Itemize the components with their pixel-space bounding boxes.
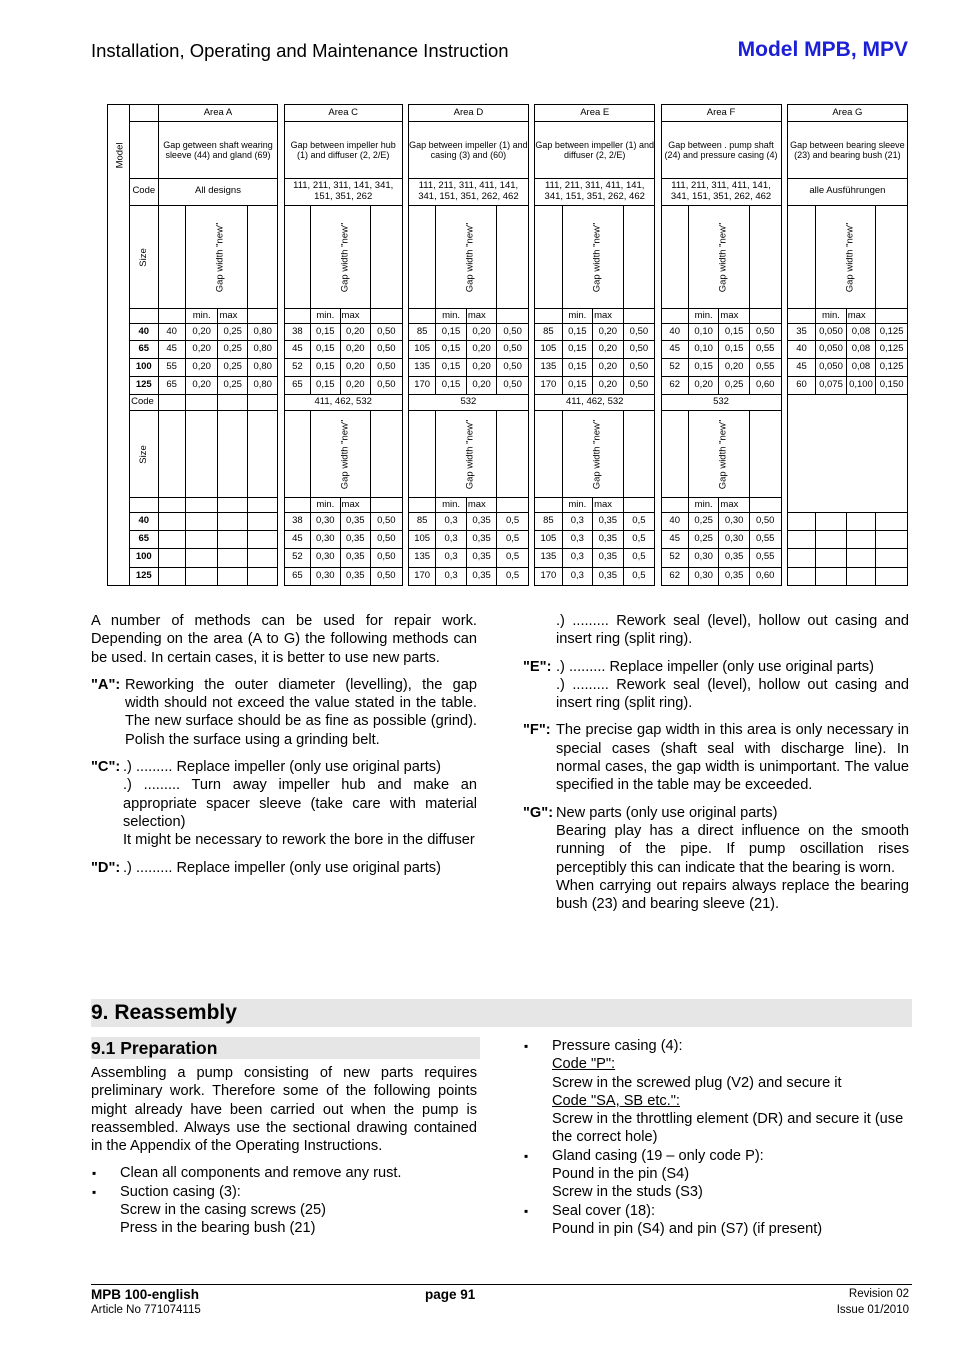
value-cell: 0,3: [562, 567, 593, 585]
value-cell: 0,35: [719, 567, 750, 585]
value-cell: 0,50: [371, 376, 403, 394]
value-cell: 0,80: [247, 323, 278, 341]
value-cell: 0,55: [749, 549, 781, 567]
value-cell: 0,25: [218, 341, 247, 359]
gap-width-new-header: Gap width "new": [339, 419, 351, 490]
gap-width-new-header: Gap width "new": [339, 222, 351, 292]
preparation-text: Assembling a pump consisting of new parts requires preliminary work. Therefore some of the following points might already have been carried out when the pump is reassembled. Always use the sectional drawing contained in the Appendix of the Operating Instructions.: [91, 1065, 477, 1155]
min-header: min.: [185, 309, 218, 323]
method-d-step-2: .) ......... Rework seal (level), hollow out casing and insert ring (split ring).: [556, 613, 909, 648]
list-item: ▪ Seal cover (18): Pound in pin (S4) and pin (S7) (if present): [523, 1202, 909, 1239]
value-cell: 0,20: [340, 376, 371, 394]
gap-width-new-header: Gap width "new": [844, 222, 856, 292]
value-cell: 0,3: [562, 549, 593, 567]
value-cell: 0,50: [497, 359, 529, 377]
value-cell: 0,15: [688, 359, 719, 377]
value-cell: 0,30: [311, 512, 340, 530]
value-cell: 0,50: [749, 323, 781, 341]
area-f-code: 111, 211, 311, 411, 141, 341, 151, 351, 262, 462: [661, 179, 781, 205]
size-cell: 100: [130, 549, 158, 567]
value-cell: 0,50: [371, 341, 403, 359]
value-cell: 0,5: [497, 549, 529, 567]
value-cell: 55: [158, 359, 185, 377]
value-cell: 0,25: [719, 376, 750, 394]
table-row: [108, 359, 908, 377]
value-cell: 0,50: [497, 323, 529, 341]
min-header: min.: [688, 498, 719, 512]
value-cell: 135: [408, 549, 435, 567]
value-cell: 0,050: [816, 359, 847, 377]
value-cell: 0,20: [466, 323, 497, 341]
area-c-code: 111, 211, 311, 141, 341, 151, 351, 262: [284, 179, 402, 205]
method-e-step-2: .) ......... Rework seal (level), hollow out casing and insert ring (split ring).: [556, 676, 909, 712]
value-cell: 0,20: [719, 359, 750, 377]
value-cell: 0,050: [816, 323, 847, 341]
header-title: Installation, Operating and Maintenance Instruction: [91, 40, 509, 61]
value-cell: 85: [535, 323, 562, 341]
method-c-label: "C":: [91, 759, 121, 776]
value-cell: 0,35: [466, 530, 497, 548]
value-cell: 0,20: [466, 376, 497, 394]
value-cell: 45: [158, 341, 185, 359]
gap-width-table: [107, 104, 908, 586]
method-f: [523, 721, 909, 794]
area-a-description: Gap getween shaft wearing sleeve (44) and gland (69): [158, 122, 278, 179]
value-cell: 0,25: [218, 359, 247, 377]
value-cell: 85: [408, 512, 435, 530]
value-cell: 0,55: [749, 530, 781, 548]
size-cell: 125: [130, 567, 158, 585]
value-cell: 0,50: [497, 341, 529, 359]
value-cell: 170: [408, 567, 435, 585]
value-cell: 0,08: [846, 359, 875, 377]
value-cell: 0,3: [436, 530, 467, 548]
area-f-description: Gap between . pump shaft (24) and pressure casing (4): [661, 122, 781, 179]
value-cell: 0,55: [749, 359, 781, 377]
value-cell: 0,50: [749, 512, 781, 530]
value-cell: 0,20: [593, 376, 624, 394]
max-header: max: [846, 309, 875, 323]
value-cell: 45: [787, 359, 815, 377]
value-cell: 0,050: [816, 341, 847, 359]
value-cell: 0,20: [688, 376, 719, 394]
value-cell: 40: [158, 323, 185, 341]
value-cell: 0,15: [562, 359, 593, 377]
value-cell: 0,25: [688, 530, 719, 548]
section-heading-reassembly: 9. Reassembly: [91, 999, 912, 1027]
area-d-description: Gap between impeller (1) and casing (3) and (60): [408, 122, 528, 179]
max-header: max: [593, 309, 624, 323]
value-cell: 0,20: [340, 341, 371, 359]
value-cell: 0,50: [623, 341, 655, 359]
value-cell: 0,3: [436, 567, 467, 585]
value-cell: 0,3: [562, 512, 593, 530]
value-cell: 65: [284, 376, 310, 394]
value-cell: 62: [661, 376, 688, 394]
value-cell: 0,50: [371, 512, 403, 530]
area-f-code-2: 532: [661, 394, 781, 410]
value-cell: 0,10: [688, 323, 719, 341]
value-cell: 0,20: [340, 323, 371, 341]
list-item: ▪ Pressure casing (4): Code "P": Screw in the screwed plug (V2) and secure it Code "SA, SB etc.": Screw in the throttling element (DR) and secure it (use the correct hole): [523, 1037, 909, 1147]
area-f-header: Area F: [661, 105, 781, 122]
value-cell: 0,35: [466, 549, 497, 567]
method-a-label: "A":: [91, 676, 121, 693]
size-cell: 40: [130, 512, 158, 530]
area-d-code-2: 532: [408, 394, 528, 410]
size-cell: 40: [130, 323, 158, 341]
value-cell: 40: [661, 323, 688, 341]
value-cell: 0,30: [688, 549, 719, 567]
method-d-step-1: .) ......... Replace impeller (only use original parts): [123, 859, 441, 876]
min-header: min.: [562, 498, 593, 512]
value-cell: 40: [787, 341, 815, 359]
value-cell: 0,15: [311, 323, 340, 341]
value-cell: 0,50: [371, 530, 403, 548]
value-cell: 40: [661, 512, 688, 530]
value-cell: 0,55: [749, 341, 781, 359]
value-cell: 0,80: [247, 341, 278, 359]
size-cell: 65: [130, 341, 158, 359]
min-header: min.: [816, 309, 847, 323]
value-cell: 85: [535, 512, 562, 530]
value-cell: 0,5: [497, 530, 529, 548]
value-cell: 35: [787, 323, 815, 341]
value-cell: 52: [661, 549, 688, 567]
min-header: min.: [436, 309, 467, 323]
value-cell: 60: [787, 376, 815, 394]
subsection-heading-preparation: 9.1 Preparation: [91, 1037, 480, 1059]
list-item: ▪ Suction casing (3): Screw in the casing screws (25) Press in the bearing bush (21): [91, 1183, 477, 1238]
min-header: min.: [436, 498, 467, 512]
value-cell: 0,15: [562, 323, 593, 341]
gap-width-new-header: Gap width "new": [464, 419, 476, 490]
footer-revision: Revision 02: [848, 1288, 909, 1300]
value-cell: 105: [535, 341, 562, 359]
method-d-cont: [523, 612, 909, 649]
area-d-code: 111, 211, 311, 411, 141, 341, 151, 351, 262, 462: [408, 179, 528, 205]
area-d-header: Area D: [408, 105, 528, 122]
value-cell: 0,08: [846, 341, 875, 359]
footer-divider: [91, 1284, 912, 1285]
area-g-description: Gap between bearing sleeve (23) and bearing bush (21): [787, 122, 907, 179]
size-cell: 100: [130, 359, 158, 377]
method-e-step-1: .) ......... Replace impeller (only use original parts): [556, 658, 874, 675]
value-cell: 0,15: [436, 323, 467, 341]
table-row: [108, 530, 908, 548]
value-cell: 0,125: [876, 323, 908, 341]
model-title: Model MPB, MPV: [737, 38, 908, 61]
value-cell: 0,50: [623, 359, 655, 377]
left-column: [91, 612, 477, 886]
value-cell: 0,15: [311, 376, 340, 394]
method-a: [91, 676, 477, 749]
footer-article-number: Article No 771074115: [91, 1304, 201, 1316]
method-c-step-2: .) ......... Turn away impeller hub and make an appropriate spacer sleeve (take care with material selection): [123, 777, 477, 830]
value-cell: 38: [284, 512, 310, 530]
value-cell: 0,20: [185, 359, 218, 377]
value-cell: 0,35: [593, 512, 624, 530]
value-cell: 0,5: [623, 549, 655, 567]
value-cell: 52: [284, 359, 310, 377]
value-cell: 0,15: [436, 376, 467, 394]
method-f-label: "F":: [523, 722, 551, 739]
value-cell: 0,50: [371, 567, 403, 585]
value-cell: 170: [408, 376, 435, 394]
min-header: min.: [311, 498, 340, 512]
value-cell: 0,15: [719, 341, 750, 359]
gap-width-new-header: Gap width "new": [717, 222, 729, 292]
value-cell: 0,3: [562, 530, 593, 548]
value-cell: 65: [284, 567, 310, 585]
value-cell: 0,5: [623, 567, 655, 585]
area-c-description: Gap between impeller hub (1) and diffuser (2, 2/E): [284, 122, 402, 179]
value-cell: 0,5: [623, 512, 655, 530]
value-cell: 0,35: [593, 549, 624, 567]
size-label: Size: [137, 247, 149, 267]
method-g-label: "G":: [523, 804, 554, 821]
value-cell: 0,60: [749, 567, 781, 585]
value-cell: 0,35: [340, 512, 371, 530]
min-header: min.: [562, 309, 593, 323]
value-cell: 0,20: [340, 359, 371, 377]
value-cell: 0,125: [876, 359, 908, 377]
method-c-note: It might be necessary to rework the bore in the diffuser: [123, 832, 475, 849]
value-cell: 170: [535, 567, 562, 585]
area-c-header: Area C: [284, 105, 402, 122]
value-cell: 0,20: [466, 341, 497, 359]
value-cell: 0,50: [623, 323, 655, 341]
max-header: max: [719, 498, 750, 512]
value-cell: 105: [408, 341, 435, 359]
preparation-right: [523, 1037, 909, 1238]
value-cell: 135: [535, 359, 562, 377]
method-d: [91, 859, 477, 877]
value-cell: 38: [284, 323, 310, 341]
value-cell: 0,5: [497, 512, 529, 530]
value-cell: 0,50: [371, 549, 403, 567]
area-e-code: 111, 211, 311, 411, 141, 341, 151, 351, 262, 462: [535, 179, 655, 205]
list-item: ▪ Clean all components and remove any rust.: [91, 1164, 477, 1182]
value-cell: 65: [158, 376, 185, 394]
method-c: [91, 758, 477, 849]
max-header: max: [340, 309, 371, 323]
method-g-text: Bearing play has a direct influence on the smooth running of the pipe. If pump oscillation rises perceptibly this can indicate that the bearing is worn.: [556, 822, 909, 876]
value-cell: 0,30: [719, 530, 750, 548]
value-cell: 45: [284, 530, 310, 548]
value-cell: 0,25: [218, 376, 247, 394]
value-cell: 0,35: [466, 512, 497, 530]
intro-paragraph: A number of methods can be used for repair work. Depending on the area (A to G) the following methods can be used. In certain cases, it is better to use new parts.: [91, 613, 477, 666]
value-cell: 52: [284, 549, 310, 567]
value-cell: 0,35: [340, 530, 371, 548]
max-header: max: [466, 498, 497, 512]
value-cell: 135: [535, 549, 562, 567]
value-cell: 0,08: [846, 323, 875, 341]
value-cell: 0,35: [719, 549, 750, 567]
value-cell: 0,35: [340, 549, 371, 567]
value-cell: 0,20: [593, 341, 624, 359]
value-cell: 85: [408, 323, 435, 341]
value-cell: 0,60: [749, 376, 781, 394]
table-row: [108, 341, 908, 359]
model-label: Model: [114, 142, 126, 169]
gap-width-new-header: Gap width "new": [464, 222, 476, 292]
value-cell: 0,3: [436, 512, 467, 530]
value-cell: 0,15: [719, 323, 750, 341]
value-cell: 0,50: [497, 376, 529, 394]
area-e-header: Area E: [535, 105, 655, 122]
value-cell: 0,10: [688, 341, 719, 359]
size-cell: 125: [130, 376, 158, 394]
value-cell: 0,80: [247, 376, 278, 394]
value-cell: 0,30: [311, 530, 340, 548]
value-cell: 0,30: [688, 567, 719, 585]
value-cell: 0,15: [562, 376, 593, 394]
value-cell: 0,25: [218, 323, 247, 341]
value-cell: 0,35: [340, 567, 371, 585]
gap-width-new-header: Gap width "new": [214, 222, 226, 292]
value-cell: 0,20: [593, 359, 624, 377]
max-header: max: [218, 309, 247, 323]
value-cell: 52: [661, 359, 688, 377]
value-cell: 0,15: [436, 359, 467, 377]
footer-document: MPB 100-english: [91, 1287, 200, 1302]
value-cell: 0,20: [466, 359, 497, 377]
value-cell: 105: [535, 530, 562, 548]
value-cell: 0,20: [185, 376, 218, 394]
value-cell: 0,80: [247, 359, 278, 377]
value-cell: 0,20: [185, 341, 218, 359]
table-row: [108, 549, 908, 567]
value-cell: 0,35: [466, 567, 497, 585]
value-cell: 0,15: [311, 341, 340, 359]
area-a-code: All designs: [158, 179, 278, 205]
max-header: max: [466, 309, 497, 323]
value-cell: 0,35: [593, 530, 624, 548]
value-cell: 0,5: [497, 567, 529, 585]
value-cell: 0,30: [311, 567, 340, 585]
max-header: max: [593, 498, 624, 512]
area-e-description: Gap between impeller (1) and diffuser (2, 2/E): [535, 122, 655, 179]
area-g-header: Area G: [787, 105, 907, 122]
value-cell: 105: [408, 530, 435, 548]
value-cell: 135: [408, 359, 435, 377]
size-cell: 65: [130, 530, 158, 548]
value-cell: 45: [661, 341, 688, 359]
table-row: [108, 323, 908, 341]
table-row: [108, 512, 908, 530]
table-row: [108, 376, 908, 394]
value-cell: 0,25: [688, 512, 719, 530]
value-cell: 0,3: [436, 549, 467, 567]
value-cell: 0,075: [816, 376, 847, 394]
code-label: Code: [130, 179, 158, 205]
footer-page-number: page 91: [425, 1287, 476, 1302]
value-cell: 170: [535, 376, 562, 394]
value-cell: 0,125: [876, 341, 908, 359]
value-cell: 0,50: [371, 323, 403, 341]
table-row: [108, 567, 908, 585]
method-e-label: "E":: [523, 658, 552, 675]
value-cell: 0,50: [623, 376, 655, 394]
method-g-note: When carrying out repairs always replace the bearing bush (23) and bearing sleeve (21).: [556, 877, 909, 913]
area-c-code-2: 411, 462, 532: [284, 394, 402, 410]
max-header: max: [340, 498, 371, 512]
value-cell: 0,20: [185, 323, 218, 341]
gap-width-new-header: Gap width "new": [590, 419, 602, 490]
method-c-step-1: .) ......... Replace impeller (only use original parts): [123, 759, 441, 776]
value-cell: 0,100: [846, 376, 875, 394]
footer-issue: Issue 01/2010: [836, 1304, 909, 1316]
method-g-step-1: New parts (only use original parts): [556, 804, 778, 821]
gap-width-new-header: Gap width "new": [717, 419, 729, 490]
value-cell: 45: [284, 341, 310, 359]
value-cell: 0,50: [371, 359, 403, 377]
value-cell: 0,15: [311, 359, 340, 377]
value-cell: 0,15: [562, 341, 593, 359]
gap-width-new-header: Gap width "new": [590, 222, 602, 292]
method-d-label: "D":: [91, 859, 121, 876]
value-cell: 0,30: [719, 512, 750, 530]
preparation-left: [91, 1064, 477, 1238]
value-cell: 62: [661, 567, 688, 585]
right-column: [523, 612, 909, 922]
area-e-code-2: 411, 462, 532: [535, 394, 655, 410]
code-label: Code: [130, 394, 158, 410]
size-label: Size: [137, 444, 149, 464]
min-header: min.: [311, 309, 340, 323]
method-f-text: The precise gap width in this area is only necessary in special cases (shaft seal with discharge line). In normal cases, the gap width is unimportant. The value specified in the table may be exceeded.: [556, 722, 909, 794]
area-a-header: Area A: [158, 105, 278, 122]
method-a-text: Reworking the outer diameter (levelling), the gap width should not exceed the value stated in the table. The new surface should be as fine as possible (grind). Polish the surface using a grinding belt.: [125, 676, 477, 748]
value-cell: 0,150: [876, 376, 908, 394]
max-header: max: [719, 309, 750, 323]
value-cell: 0,15: [436, 341, 467, 359]
method-e: [523, 658, 909, 713]
value-cell: 0,30: [311, 549, 340, 567]
value-cell: 0,35: [593, 567, 624, 585]
area-g-code: alle Ausführungen: [787, 179, 907, 205]
min-header: min.: [688, 309, 719, 323]
value-cell: 0,20: [593, 323, 624, 341]
value-cell: 45: [661, 530, 688, 548]
method-g: [523, 804, 909, 914]
list-item: ▪ Gland casing (19 – only code P): Pound in the pin (S4) Screw in the studs (S3): [523, 1147, 909, 1202]
value-cell: 0,5: [623, 530, 655, 548]
